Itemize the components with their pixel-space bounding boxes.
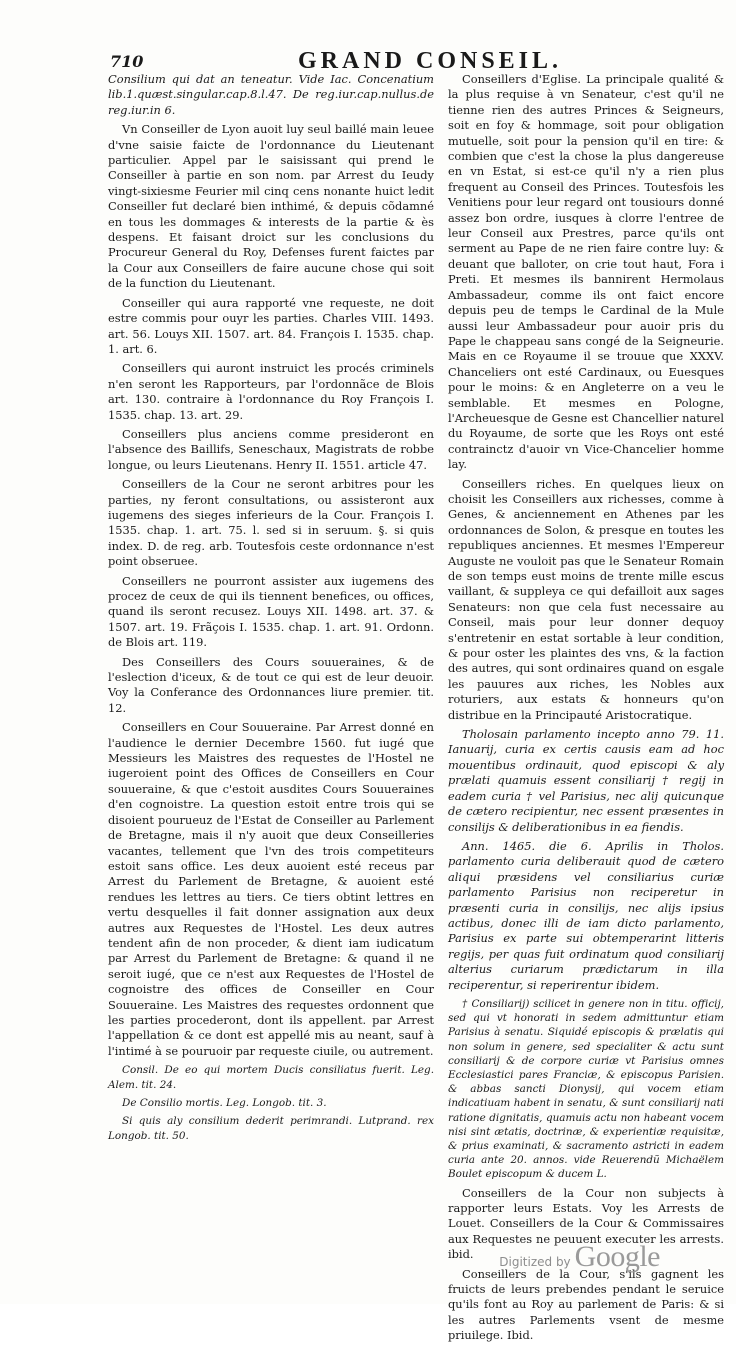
running-head: GRAND CONSEIL. xyxy=(298,48,563,74)
footnote: † Consiliarij) scilicet in genere non in titu. officij, sed qui vt honorati in sedem admittuntur etiam Parisius à senatu. Siquidé episcopis & prælatis qui non solum in genere, sed specialiter & actu sunt consiliarij & de corpore curiæ vt Parisius omnes Ecclesiastici pares Franciæ, & episcopus Parisien. & abbas sancti Dionysij, qui vocem etiam indicatiuam habent in senatu, & sunt consiliarij nati ratione dignitatis, quamuis actu non habeant vocem nisi sint ætatis, doctrinæ, & experientiæ requisitæ, & prius examinati, & sacramento astricti in eadem curia ante 20. annos. vide Reuerendũ Michaëlem Boulet episcopum & ducem L. xyxy=(448,997,724,1181)
paragraph: Conseillers plus anciens comme presideront en l'absence des Baillifs, Seneschaux, Magistrats de robbe longue, ou leurs Lieutenans. Henry II. 1551. article 47. xyxy=(108,426,434,472)
paragraph: Conseillers de la Cour, s'ils gagnent les fruicts de leurs prebendes pendant le seruice qu'ils font au Roy au parlement de Paris: & si les autres Parlements vsent de mesme priuilege. Ibid. xyxy=(448,1266,724,1343)
paragraph: Conseillers en Cour Souueraine. Par Arrest donné en l'audience le dernier Decembre 1560. fut iugé que Messieurs les Maistres des requestes de l'Hostel ne iugeroient point des Offices de Conseillers en Cour souueraine, & que c'estoit ausdites Cours Souueraines d'en cognoistre. La question estoit entre trois qui se disoient pourueuz de l'Estat de Conseiller au Parlement de Bretagne, mais il n'y auoit que deux Conseilleries vacantes, tellement que l'vn des trois competiteurs estoit sans office. Les deux auoient esté receus par Arrest du Parlement de Bretagne, & auoient esté rendues les lettres au tiers. Ce tiers obtint lettres en vertu desquelles il fait donner assignation aux deux autres aux Requestes de l'Hostel. Les deux autres tendent afin de non proceder, & dient iam iudicatum par Arrest du Parlement de Bretagne: & quand il ne seroit iugé, que ce n'est aux Requestes de l'Hostel de cognoistre des offices de Conseiller en Cour Souueraine. Les Maistres des requestes ordonnent que les parties procederont, dont ils appellent. par Arrest l'appellation & ce dont est appellé mis au neant, sauf à l'intimé à se pouruoir par requeste ciuile, ou autrement. xyxy=(108,720,434,1058)
latin-paragraph: Tholosain parlamento incepto anno 79. 11. Ianuarij, curia ex certis causis eam ad hoc mouentibus ordinauit, quod episcopi & aly prælati quamuis essent consiliarij † regij in eadem curia † vel Parisius, nec alij quicunque de cætero recipientur, nec essent præsentes in consilijs & deliberationibus in ea fiendis. xyxy=(448,727,724,834)
digitized-watermark xyxy=(499,1240,660,1274)
paragraph: Conseillers d'Eglise. La principale qualité & la plus requise à vn Senateur, c'est qu'il ne tienne rien des autres Princes & Seigneurs, soit en foy & hommage, soit pour obligation mutuelle, soit pour la pension qu'il en tire: & combien que c'est la chose la plus dangereuse en vn Estat, si est-ce qu'il n'y a rien plus frequent au Conseil des Princes. Toutesfois les Venitiens pour leur regard ont tousiours donné assez bon ordre, iusques à clorre l'entree de leur Conseil aux Prestres, parce qu'ils ont serment au Pape de ne rien faire contre luy: & deuant que balloter, on crie tout haut, Fora i Preti. Et mesmes ils bannirent Hermolaus Ambassadeur, comme ils ont faict encore depuis peu de temps le Cardinal de la Mule aussi leur Ambassadeur pour auoir pris du Pape le chappeau sans congé de la Seigneurie. Mais en ce Royaume il se trouue que XXXV. Chanceliers ont esté Cardinaux, ou Euesques pour le moins: & en Angleterre on a veu le semblable. Et mesmes en Pologne, l'Archeuesque de Gesne est Chancellier naturel du Royaume, de sorte que les Roys ont esté contrainctz d'auoir vn Vice-Chancelier homme lay. xyxy=(448,72,724,472)
paragraph: Conseillers ne pourront assister aux iugemens des procez de ceux de qui ils tiennent benefices, ou offices, quand ils seront recusez. Louys XII. 1498. art. 37. & 1507. art. 19. Frãçois I. 1535. chap. 1. art. 91. Ordonn. de Blois art. 119. xyxy=(108,573,434,650)
paragraph: Des Conseillers des Cours souueraines, & de l'eslection d'iceux, & de tout ce qui est de leur deuoir. Voy la Conferance des Ordonnances liure premier. tit. 12. xyxy=(108,654,434,715)
latin-note: Si quis aly consilium dederit perimrandi. Lutprand. rex Longob. tit. 50. xyxy=(108,1115,434,1142)
latin-paragraph: Ann. 1465. die 6. Aprilis in Tholos. parlamento curia deliberauit quod de cætero aliqui præsidens vel consiliarius curiæ parlamento Parisius non reciperetur in præsenti curia in consilijs, nec alijs ipsius actibus, donec illi de iam dicto parlamento, Parisius ex parte sui obtemperarint litteris regijs, per quas fuit ordinatum quod consiliarij alterius curiarum prædictarum in illa reciperentur, si reperirentur ibidem. xyxy=(448,838,724,992)
left-column xyxy=(108,72,434,1147)
right-column xyxy=(448,72,724,1348)
paragraph: Conseillers de la Cour ne seront arbitres pour les parties, ny feront consultations, ou assisteront aux iugemens des sieges inferieurs de la Cour. François I. 1535. chap. 1. art. 75. l. sed si in seruum. §. si quis index. D. de reg. arb. Toutesfois ceste ordonnance n'est point obseruee. xyxy=(108,477,434,569)
paragraph: Consilium qui dat an teneatur. Vide Iac. Concenatium lib.1.quæst.singular.cap.8.l.47. De reg.iur.cap.nullus.de reg.iur.in 6. xyxy=(108,72,434,117)
paragraph: Conseillers riches. En quelques lieux on choisit les Conseillers aux richesses, comme à Genes, & anciennement en Athenes par les ordonnances de Solon, & presque en toutes les republiques anciennes. Et mesmes l'Empereur Auguste ne vouloit pas que le Senateur Romain de son temps eust moins de trente mille escus vaillant, & suppleya ce qui defailloit aux sages Senateurs: non que cela fust necessaire au Conseil, mais pour leur donner dequoy s'entretenir en estat sortable à leur condition, & pour oster les plaintes des vns, & la faction des autres, qui sont ordinaires quand on esgale les pauures aux riches, les Nobles aux roturiers, aux estats & honneurs qu'on distribue en la Principauté Aristocratique. xyxy=(448,476,724,722)
watermark-prefix: Digitized by xyxy=(499,1255,571,1269)
page-number: 710 xyxy=(110,52,144,71)
paragraph: Conseiller qui aura rapporté vne requeste, ne doit estre commis pour ouyr les parties. Charles VIII. 1493. art. 56. Louys XII. 1507. art. 84. François I. 1535. chap. 1. art. 6. xyxy=(108,295,434,356)
paragraph: Conseillers de la Cour non subjects à rapporter leurs Estats. Voy les Arrests de Louet. Conseillers de la Cour & Commissaires aux Requestes ne peuuent executer les arrests. ibid. xyxy=(448,1185,724,1262)
google-logo: Google xyxy=(574,1240,660,1273)
paragraph: Conseillers qui auront instruict les procés criminels n'en seront les Rapporteurs, par l'ordonnãce de Blois art. 130. contraire à l'ordonnance du Roy François I. 1535. chap. 13. art. 29. xyxy=(108,361,434,422)
paragraph: Vn Conseiller de Lyon auoit luy seul baillé main leuee d'vne saisie faicte de l'ordonnance du Lieutenant particulier. Appel par le saisissant qui prend le Conseiller à partie en son nom. par Arrest du Ieudy vingt-sixiesme Feurier mil cinq cens nonante huict ledit Conseiller fut declaré bien inthimé, & depuis cõdamné en tous les dommages & interests de la partie & ès despens. Et faisant droict sur les conclusions du Procureur General du Roy, Defenses furent faictes par la Cour aux Conseillers de faire aucune chose qui soit de la function du Lieutenant. xyxy=(108,122,434,291)
latin-note: Consil. De eo qui mortem Ducis consiliatus fuerit. Leg. Alem. tit. 24. xyxy=(108,1064,434,1091)
latin-note: De Consilio mortis. Leg. Longob. tit. 3. xyxy=(122,1097,327,1109)
